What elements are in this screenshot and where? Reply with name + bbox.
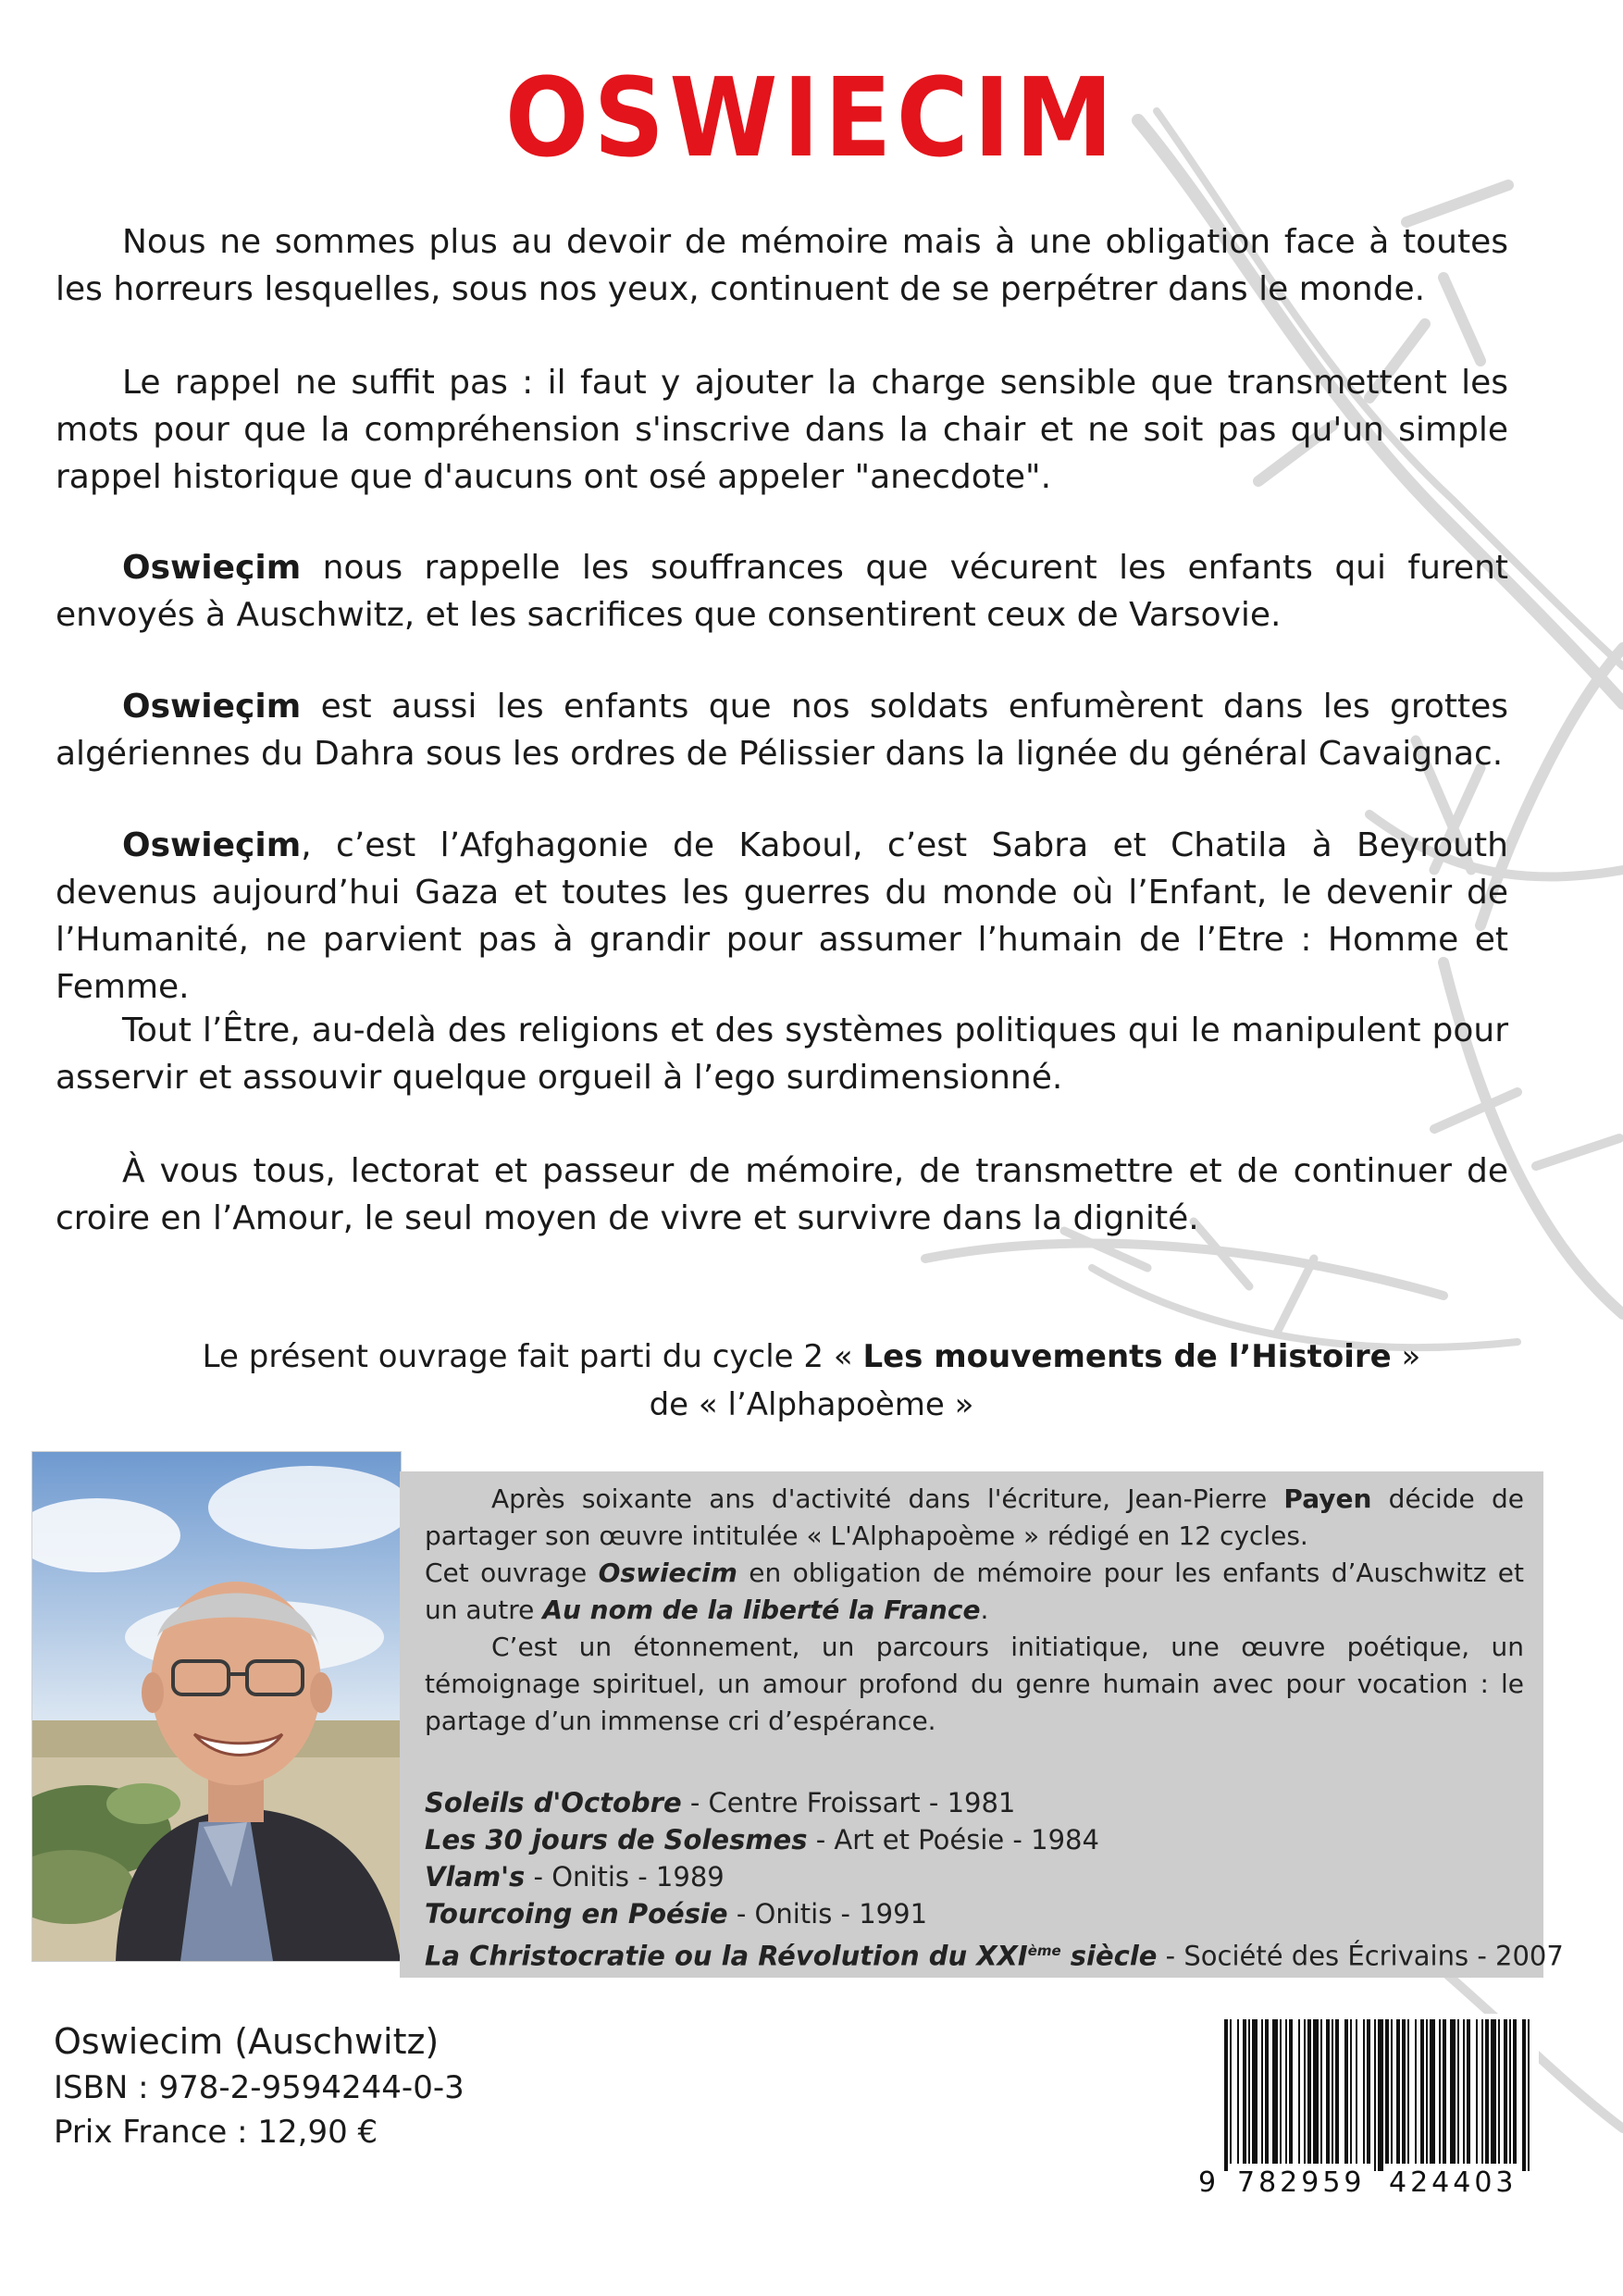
book-item-title: Soleils d'Octobre xyxy=(425,1787,682,1818)
barcode-bar xyxy=(1261,2019,1263,2164)
paragraph-3-bold: Oswieçim xyxy=(122,549,302,587)
book-item-details: - Centre Froissart - 1981 xyxy=(681,1787,1016,1818)
bibliography-item xyxy=(425,1895,1524,1932)
barcode-bar xyxy=(1237,2019,1239,2164)
barcode-bar xyxy=(1443,2019,1446,2164)
bio-paragraph-2 xyxy=(425,1555,1524,1629)
bio-p1-pre: Après soixante ans d'activité dans l'écriture, Jean-Pierre xyxy=(491,1483,1284,1514)
bio-p2-title-2: Au nom de la liberté la France xyxy=(542,1595,981,1625)
barcode-bar xyxy=(1230,2019,1232,2164)
barcode-bar xyxy=(1378,2019,1383,2171)
bio-paragraph-3: C’est un étonnement, un parcours initiatique, une œuvre poétique, un témoignage spirituel, un amour profond du genre humain avec pour vocation : le partage d’un immense cri d’espérance. xyxy=(425,1632,1524,1736)
barcode-bar xyxy=(1243,2019,1246,2164)
barcode-bar xyxy=(1415,2019,1417,2164)
barcode-bar xyxy=(1450,2019,1456,2164)
barcode-group-2: 424403 xyxy=(1389,2166,1518,2199)
barcode-bar xyxy=(1298,2019,1300,2164)
barcode-bar xyxy=(1504,2019,1507,2164)
barcode-bar xyxy=(1391,2019,1393,2164)
barcode-bar xyxy=(1285,2019,1287,2164)
barcode-bar xyxy=(1313,2019,1319,2164)
barcode-bar xyxy=(1463,2019,1465,2164)
barcode-bar xyxy=(1426,2019,1428,2164)
cycle-line-2: de « l’Alphapoème » xyxy=(649,1386,974,1423)
barcode-bar xyxy=(1420,2019,1424,2164)
paragraph-2 xyxy=(56,359,1508,501)
cycle-line-1-pre: Le présent ouvrage fait parti du cycle 2 « xyxy=(202,1338,863,1375)
barcode-bar xyxy=(1344,2019,1348,2164)
author-name: Payen xyxy=(1283,1483,1372,1514)
isbn: ISBN : 978-2-9594244-0-3 xyxy=(54,2069,465,2106)
book-title: OSWIECIM xyxy=(504,54,1119,181)
bio-p2-title-1: Oswiecim xyxy=(598,1558,737,1588)
barcode-bar xyxy=(1430,2019,1435,2164)
paragraph-5-bold: Oswieçim xyxy=(122,826,302,864)
barcode-bar xyxy=(1374,2019,1376,2171)
barcode-bar xyxy=(1476,2019,1478,2164)
book-item-title: La Christocratie ou la Révolution du XXI xyxy=(425,1940,1028,1972)
paragraph-5-text: , c’est l’Afghagonie de Kaboul, c’est Sabra et Chatila à Beyrouth devenus aujourd’hui Gaza et toutes les guerres du monde où l’Enfant, le devenir de l’Humanité, ne parvient pas à grandir pour assumer l’humain de l’Etre : Homme et Femme. xyxy=(56,826,1508,1006)
bibliography-list xyxy=(425,1784,1564,1975)
barcode-bar xyxy=(1457,2019,1459,2164)
bio-p2-c: en obligation de mémoire pour les enfants d’Auschwitz et un autre xyxy=(425,1558,1524,1625)
paragraph-1 xyxy=(56,218,1508,313)
barcode-bar xyxy=(1307,2019,1311,2164)
author-portrait-drawing xyxy=(32,1452,401,1961)
paragraph-6-text: Tout l’Être, au-delà des religions et des systèmes politiques qui le manipulent pour asservir et assouvir quelque orgueil à l’ego surdimensionné. xyxy=(56,1011,1508,1097)
barcode-bar xyxy=(1396,2019,1400,2164)
barcode-bar xyxy=(1485,2019,1489,2164)
paragraph-7-text: À vous tous, lectorat et passeur de mémoire, de transmettre et de continuer de croire en l’Amour, le seul moyen de vivre et survivre dans la dignité. xyxy=(56,1152,1508,1237)
barcode-digit-first: 9 xyxy=(1198,2166,1217,2199)
bio-p2-e: . xyxy=(980,1595,989,1625)
book-item-title: Vlam's xyxy=(425,1861,526,1893)
barcode-bar xyxy=(1332,2019,1333,2164)
barcode-bar xyxy=(1363,2019,1365,2164)
paragraph-5 xyxy=(56,822,1508,1011)
book-item-title: Les 30 jours de Solesmes xyxy=(425,1824,808,1855)
paragraph-7 xyxy=(56,1148,1508,1242)
barcode-bar xyxy=(1402,2019,1406,2164)
barcode-bar xyxy=(1280,2019,1282,2164)
bibliography-item xyxy=(425,1784,1524,1821)
paragraph-1-text: Nous ne sommes plus au devoir de mémoire mais à une obligation face à toutes les horreurs lesquelles, sous nos yeux, continuent de se perpétrer dans le monde. xyxy=(56,223,1508,308)
barcode-bar xyxy=(1439,2019,1441,2164)
book-item-title-end: siècle xyxy=(1060,1940,1158,1972)
cycle-line-1 xyxy=(0,1333,1623,1381)
paragraph-4-text: est aussi les enfants que nos soldats enfumèrent dans les grottes algériennes du Dahra sous les ordres de Pélissier dans la lignée du général Cavaignac. xyxy=(56,688,1508,773)
barcode-bar xyxy=(1481,2019,1483,2164)
barcode-bar xyxy=(1265,2019,1269,2164)
bibliography-item xyxy=(425,1932,1564,1975)
bibliography-item xyxy=(425,1858,1524,1895)
barcode-bar xyxy=(1467,2019,1470,2164)
barcode-group-1: 782959 xyxy=(1237,2166,1366,2199)
price: Prix France : 12,90 € xyxy=(54,2114,378,2151)
book-info xyxy=(54,2017,701,2154)
barcode-bar xyxy=(1320,2019,1322,2164)
barcode-bar xyxy=(1491,2019,1496,2164)
book-item-superscript: ème xyxy=(1027,1942,1061,1959)
barcode-bar xyxy=(1522,2019,1526,2171)
barcode-bar xyxy=(1407,2019,1409,2164)
barcode-bar xyxy=(1528,2019,1530,2171)
barcode-bar xyxy=(1289,2019,1293,2164)
book-item-details: - Onitis - 1991 xyxy=(727,1898,928,1930)
barcode-bar xyxy=(1335,2019,1339,2164)
barcode-bar xyxy=(1272,2019,1278,2164)
bio-p2-a: Cet ouvrage xyxy=(425,1558,599,1588)
book-item-title: Tourcoing en Poésie xyxy=(425,1898,728,1930)
bio-p1-post: décide de partager son œuvre intitulée « L'Alphapoème » rédigé en 12 cycles. xyxy=(425,1483,1524,1551)
barcode-bar xyxy=(1509,2019,1511,2164)
barcode xyxy=(1196,2014,1539,2199)
barcode-bar xyxy=(1350,2019,1352,2164)
paragraph-3 xyxy=(56,544,1508,639)
barcode-bar xyxy=(1326,2019,1330,2164)
paragraph-4 xyxy=(56,683,1508,777)
barcode-bar xyxy=(1252,2019,1258,2164)
cycle-name: Les mouvements de l’Histoire xyxy=(862,1338,1392,1375)
paragraph-6 xyxy=(56,1007,1508,1101)
barcode-bar xyxy=(1513,2019,1517,2164)
book-item-details: - Société des Écrivains - 2007 xyxy=(1157,1940,1564,1972)
barcode-bar xyxy=(1498,2019,1500,2164)
paragraph-2-text: Le rappel ne suffit pas : il faut y ajouter la charge sensible que transmettent les mots pour que la compréhension s'inscrive dans la chair et ne soit pas qu'un simple rappel historique que d'aucuns ont osé appeler "anecdote". xyxy=(56,364,1508,496)
barcode-bar xyxy=(1248,2019,1250,2164)
book-item-details: - Onitis - 1989 xyxy=(525,1861,725,1893)
barcode-bar xyxy=(1385,2019,1389,2164)
barcode-bar xyxy=(1367,2019,1370,2164)
barcode-bars xyxy=(1196,2014,1539,2171)
barcode-digits xyxy=(1196,2167,1539,2201)
paragraph-3-text: nous rappelle les souffrances que vécurent les enfants qui furent envoyés à Auschwitz, et les sacrifices que consentirent ceux de Varsovie. xyxy=(56,549,1508,634)
bibliography-item xyxy=(425,1821,1524,1858)
barcode-bar xyxy=(1304,2019,1306,2164)
barcode-bar xyxy=(1224,2019,1228,2171)
author-photo xyxy=(31,1451,402,1962)
bio-paragraph-1 xyxy=(425,1481,1524,1555)
book-item-details: - Art et Poésie - 1984 xyxy=(807,1824,1099,1855)
barcode-bar xyxy=(1356,2019,1357,2164)
paragraph-4-bold: Oswieçim xyxy=(122,688,302,726)
cycle-line-1-post: » xyxy=(1391,1338,1421,1375)
book-info-title: Oswiecim (Auschwitz) xyxy=(54,2021,440,2062)
